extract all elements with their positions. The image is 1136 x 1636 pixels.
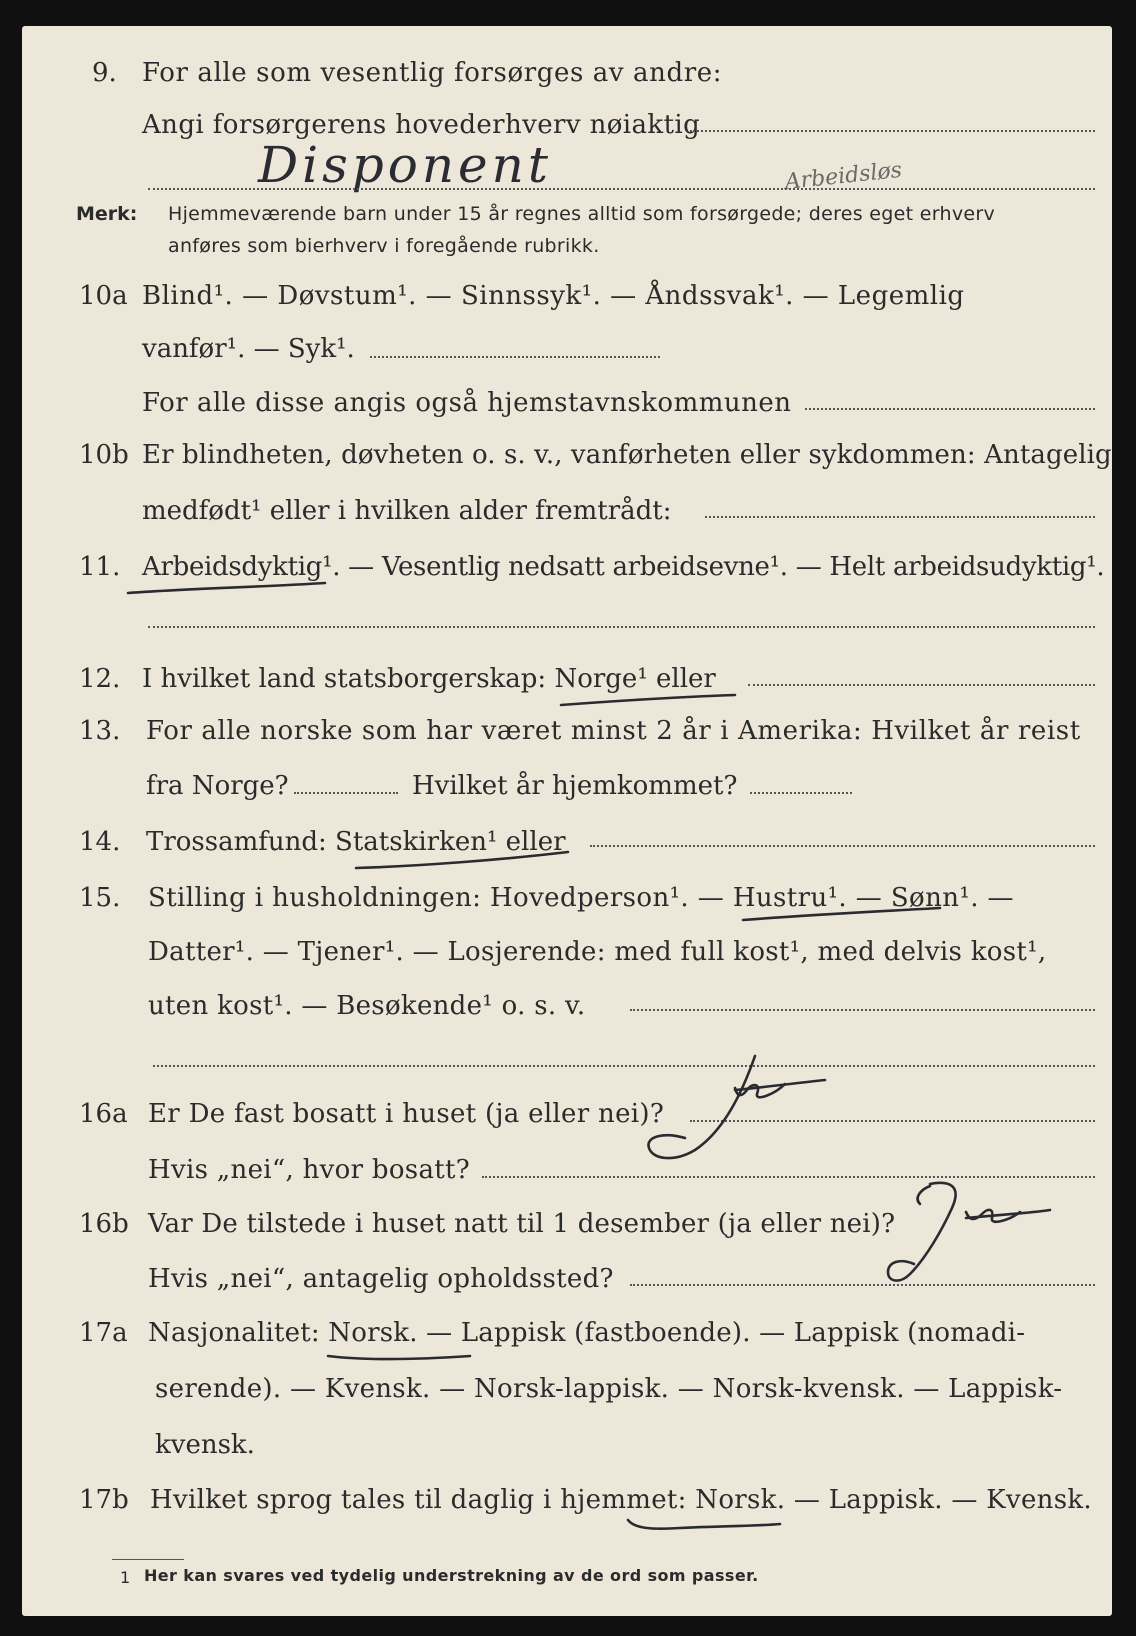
- q16a-line2: Hvis „nei“, hvor bosatt?: [148, 1155, 470, 1185]
- q10a-line2: vanfør¹. — Syk¹.: [142, 334, 355, 364]
- q17a-number: 17a: [79, 1318, 128, 1348]
- q11-line1: Arbeidsdyktig¹. — Vesentlig nedsatt arbeidsevne¹. — Helt arbeidsudyktig¹.: [142, 552, 1105, 582]
- q10b-line2: medfødt¹ eller i hvilken alder fremtrådt:: [142, 496, 672, 526]
- q15-line3: uten kost¹. — Besøkende¹ o. s. v.: [148, 991, 586, 1021]
- q17a-norsk-underline: [320, 1338, 480, 1368]
- q16a-number: 16a: [79, 1099, 128, 1129]
- q10a-hjemstavn-answer-line: [805, 408, 1095, 410]
- merk-label: Merk:: [76, 203, 138, 225]
- q15-line2: Datter¹. — Tjener¹. — Losjerende: med full kost¹, med delvis kost¹,: [148, 937, 1047, 967]
- q16b-line2: Hvis „nei“, antagelig opholdssted?: [148, 1264, 614, 1294]
- merk-line1: Hjemmeværende barn under 15 år regnes alltid som forsørgede; deres eget erhverv: [168, 203, 996, 225]
- q12-norge-underline: [555, 685, 755, 713]
- q12-answer-line: [748, 684, 1095, 686]
- q11-answer-line: [148, 626, 1095, 628]
- q13-hjemkommet-answer-line: [750, 792, 852, 794]
- merk-line2: anføres som bierhverv i foregående rubrikk.: [168, 235, 600, 257]
- q10a-line1: Blind¹. — Døvstum¹. — Sinnssyk¹. — Åndssvak¹. — Legemlig: [142, 281, 965, 311]
- q9-number: 9.: [92, 58, 117, 88]
- q14-answer-line: [590, 845, 1095, 847]
- q10b-line1: Er blindheten, døvheten o. s. v., vanførheten eller sykdommen: Antagelig: [142, 440, 1112, 470]
- q13-line2b: Hvilket år hjemkommet?: [412, 771, 738, 801]
- q14-line1: Trossamfund: Statskirken¹ eller: [146, 827, 566, 857]
- q16b-number: 16b: [79, 1209, 129, 1239]
- footnote-text: Her kan svares ved tydelig understrekning av de ord som passer.: [144, 1566, 759, 1585]
- q12-line1: I hvilket land statsborgerskap: Norge¹ eller: [142, 664, 716, 694]
- q16b-opholdssted-answer-line: [630, 1284, 1095, 1286]
- footnote-rule: [112, 1559, 184, 1560]
- q13-number: 13.: [79, 716, 121, 746]
- q9-faint-handwriting: Arbeidsløs: [783, 157, 904, 195]
- q10a-syk-answer-line: [370, 356, 660, 358]
- q13-line1: For alle norske som har været minst 2 år i Amerika: Hvilket år reist: [146, 716, 1081, 746]
- q11-arbeidsdyktig-underline: [120, 575, 340, 605]
- q17b-number: 17b: [79, 1485, 129, 1515]
- q14-number: 14.: [79, 827, 121, 857]
- q10a-number: 10a: [79, 281, 128, 311]
- q10b-number: 10b: [79, 440, 129, 470]
- q9-line2: Angi forsørgerens hovederhverv nøiaktig: [142, 110, 701, 140]
- q14-statskirken-underline: [340, 846, 580, 876]
- q10a-line3: For alle disse angis også hjemstavnskommunen: [142, 388, 792, 418]
- footnote-mark: 1: [120, 1568, 131, 1587]
- q17b-norsk-underline: [620, 1508, 790, 1538]
- q17a-line3: kvensk.: [155, 1430, 255, 1460]
- q10b-answer-line: [705, 516, 1095, 518]
- q15-hustru-underline: [735, 898, 950, 928]
- q17a-line2: serende). — Kvensk. — Norsk-lappisk. — Norsk-kvensk. — Lappisk-: [155, 1374, 1063, 1404]
- q12-number: 12.: [79, 664, 121, 694]
- q11-number: 11.: [79, 552, 121, 582]
- q15-second-answer-line: [153, 1065, 1095, 1067]
- q13-line2a: fra Norge?: [146, 771, 289, 801]
- q17a-line1: Nasjonalitet: Norsk. — Lappisk (fastboende). — Lappisk (nomadi-: [148, 1318, 1026, 1348]
- q16a-handwritten-ja: [625, 1050, 835, 1165]
- q15-number: 15.: [79, 883, 121, 913]
- q16b-handwritten-ja: [870, 1178, 1080, 1293]
- q9-answer-line: [690, 130, 1095, 132]
- q9-second-answer-line: [148, 188, 1095, 190]
- q16b-line1: Var De tilstede i huset natt til 1 desember (ja eller nei)?: [148, 1209, 896, 1239]
- q16a-line1: Er De fast bosatt i huset (ja eller nei)?: [148, 1099, 665, 1129]
- q9-line1: For alle som vesentlig forsørges av andre:: [142, 58, 723, 88]
- q17b-line1: Hvilket sprog tales til daglig i hjemmet: Norsk. — Lappisk. — Kvensk.: [150, 1485, 1092, 1515]
- q15-answer-line: [630, 1009, 1095, 1011]
- q9-handwritten-answer: Disponent: [258, 136, 552, 194]
- q15-line1: Stilling i husholdningen: Hovedperson¹. — Hustru¹. — Sønn¹. —: [148, 883, 1014, 913]
- q13-reist-answer-line: [294, 792, 398, 794]
